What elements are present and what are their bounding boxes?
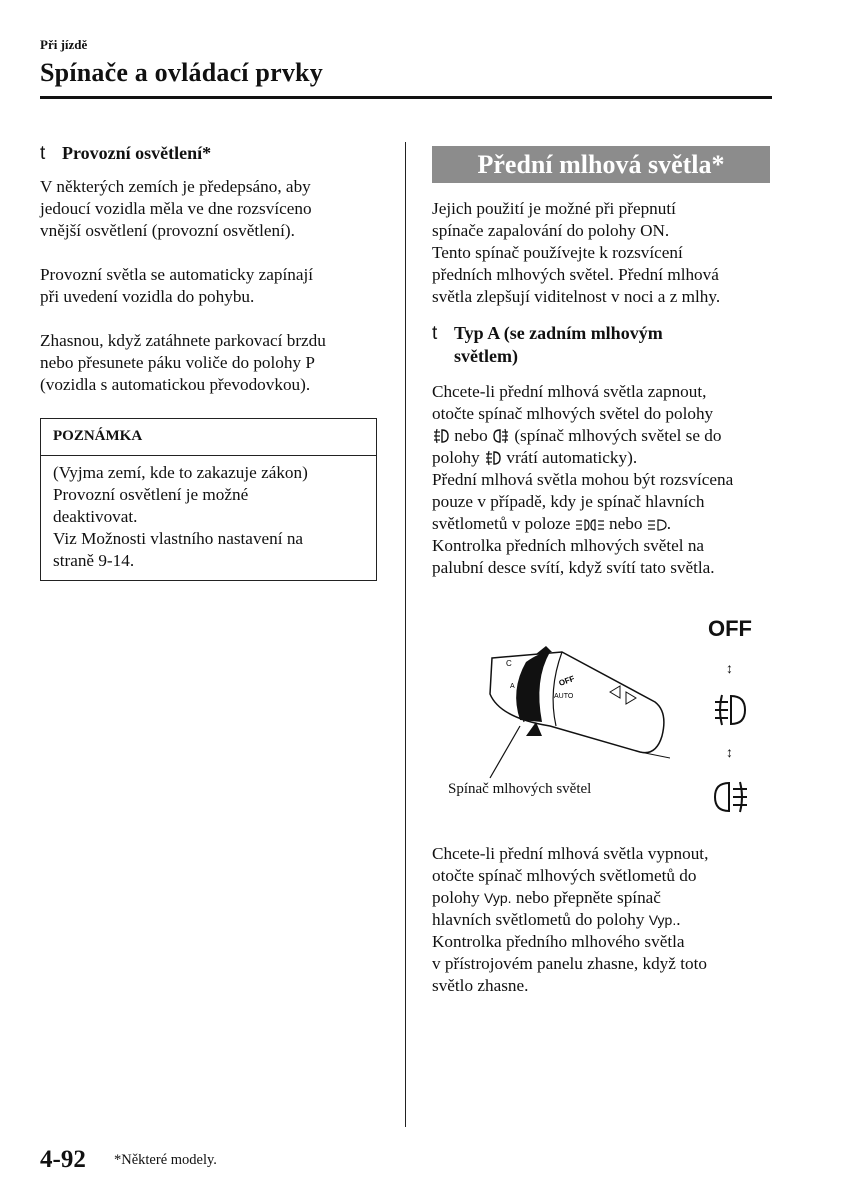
footnote: *Některé modely. (114, 1152, 217, 1168)
parking-lights-icon (575, 518, 605, 532)
text-line: světlo zhasne. (432, 976, 529, 995)
text-line: pouze v případě, kdy je spínač hlavních (432, 492, 705, 511)
text-line: hlavních světlometů do polohy Vyp.. (432, 910, 681, 929)
off-label: OFF (708, 616, 752, 641)
switch-direction-arrow: ↕ (726, 660, 733, 676)
lever-label: OFF (557, 673, 576, 688)
lever-label: C (506, 659, 512, 668)
text-line: světlometů v poloze nebo . (432, 514, 672, 533)
front-fog-icon (713, 693, 747, 727)
page-title: Spínače a ovládací prvky (40, 58, 323, 87)
text-line: polohy vrátí automaticky). (432, 448, 638, 467)
text-line: Kontrolka předního mlhového světla (432, 932, 685, 951)
text-line: Přední mlhová světla mohou být rozsvícena (432, 470, 734, 489)
text-line: Chcete-li přední mlhová světla vypnout, (432, 844, 709, 863)
fog-on-text (432, 381, 777, 579)
paragraph: Provozní světla se automaticky zapínají při uvedení vozidla do pohybu. (40, 265, 314, 306)
note-box (40, 418, 377, 581)
figure-caption: Spínač mlhových světel (448, 781, 592, 797)
paragraph: V některých zemích je předepsáno, aby jedoucí vozidla měla ve dne rozsvíceno vnější osvětlení (provozní osvětlení). (40, 177, 312, 240)
page-number: 4-92 (40, 1146, 86, 1173)
fog-lights-banner: Přední mlhová světla* (432, 146, 770, 183)
text-line: nebo (spínač mlhových světel se do (432, 425, 777, 447)
column-divider (405, 142, 406, 1127)
front-fog-icon (432, 428, 450, 444)
note-body: (Vyjma zemí, kde to zakazuje zákon) Provozní osvětlení je možné deaktivovat. Viz Možnosti vlastního nastavení na straně 9-14. (53, 463, 308, 570)
text-line: polohy Vyp. nebo přepněte spínač (432, 888, 661, 907)
switch-direction-arrow: ↕ (726, 744, 733, 760)
daytime-lights-heading (40, 142, 211, 165)
note-title: POZNÁMKA (41, 419, 376, 456)
off-position-label: Vyp. (484, 890, 512, 906)
type-a-heading-line1: Typ A (se zadním mlhovým (454, 323, 663, 343)
lever-label: A (510, 683, 515, 690)
text-line: Kontrolka předních mlhových světel na (432, 536, 705, 555)
front-fog-icon (484, 450, 502, 466)
rear-fog-icon (713, 780, 749, 814)
fog-lights-intro: Jejich použití je možné při přepnutí spínače zapalování do polohy ON. Tento spínač používejte k rozsvícení předních mlhových světel. Přední mlhová světla zlepšují viditelnost v noci a z mlhy. (432, 199, 721, 306)
text-line: otočte spínač mlhových světel do polohy (432, 404, 714, 423)
section-label: Při jízdě (40, 37, 88, 52)
fog-switch-lever-illustration (470, 640, 670, 780)
type-a-heading (432, 322, 777, 367)
rear-fog-icon (492, 428, 510, 444)
bullet-marker: t (432, 323, 438, 344)
type-a-heading-line2: světlem) (454, 346, 518, 366)
fog-off-text (432, 843, 777, 997)
bullet-marker: t (40, 143, 46, 164)
text-line: palubní desce svítí, když svítí tato světla. (432, 558, 715, 577)
daytime-lights-heading-text: Provozní osvětlení* (62, 143, 212, 163)
lever-label: AUTO (554, 693, 574, 700)
text-line: Chcete-li přední mlhová světla zapnout, (432, 382, 707, 401)
paragraph: Zhasnou, když zatáhnete parkovací brzdu nebo přesunete páku voliče do polohy P (vozidla s automatickou převodovkou). (40, 331, 326, 394)
text-line: v přístrojovém panelu zhasne, když toto (432, 954, 707, 973)
off-position-label: Vyp. (648, 912, 677, 928)
daytime-lights-text (40, 176, 390, 418)
title-rule (40, 96, 772, 99)
headlight-icon (647, 518, 667, 532)
text-line: otočte spínač mlhových světlometů do (432, 866, 697, 885)
